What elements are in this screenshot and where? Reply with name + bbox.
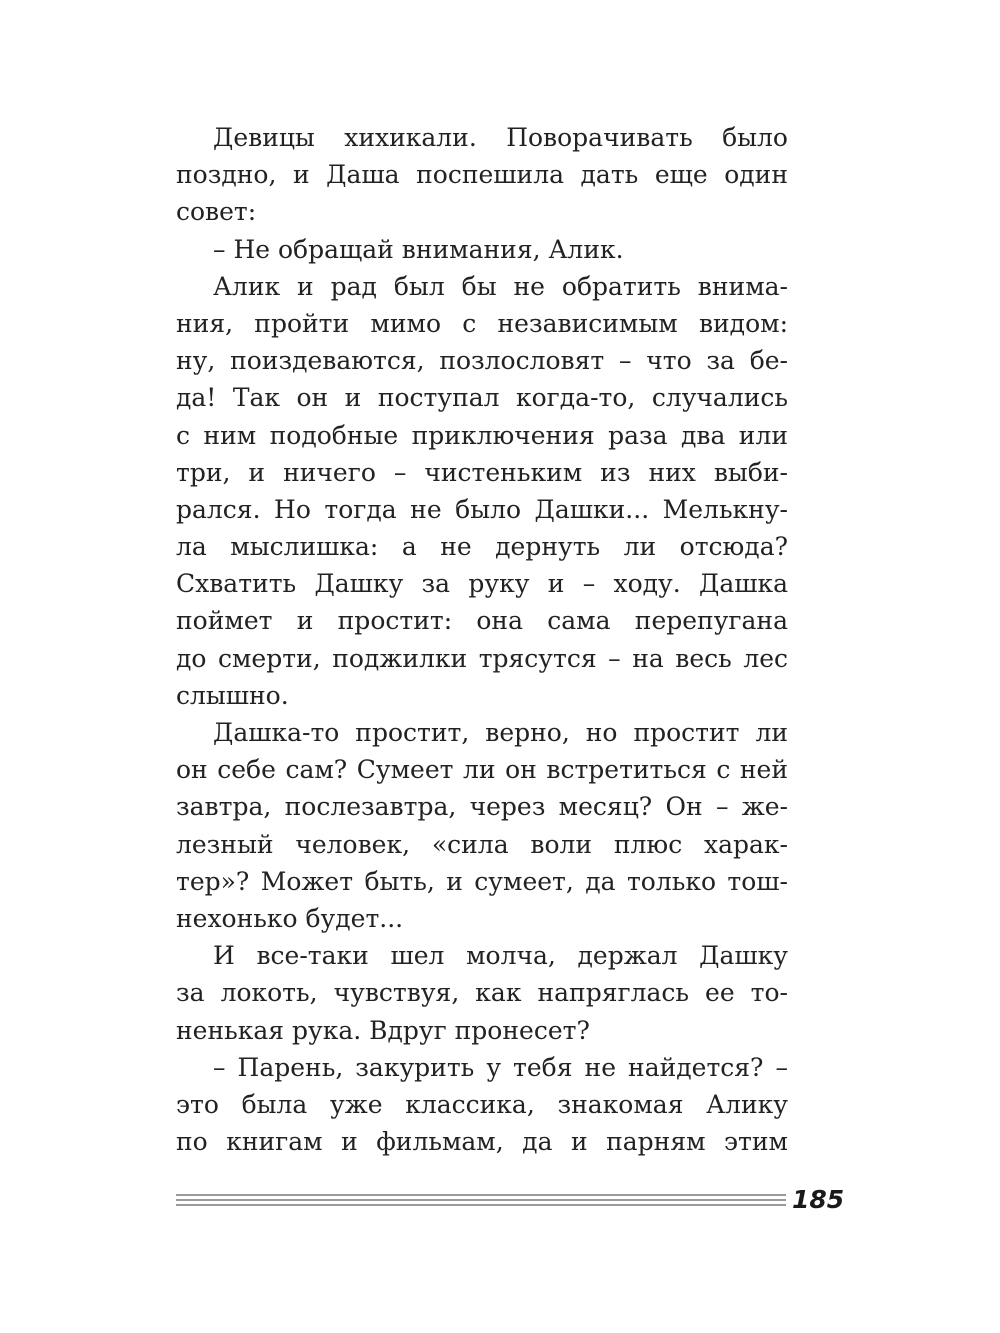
text-line: поймет и простит: она сама перепугана (176, 606, 788, 636)
text-line: завтра, послезавтра, через месяц? Он – же- (176, 792, 788, 822)
footer-rule (176, 1194, 786, 1196)
footer-rule (176, 1204, 786, 1206)
text-line: слышно. (176, 680, 289, 710)
text-line: тер»? Может быть, и сумеет, да только тош- (176, 866, 788, 896)
text-line: до смерти, поджилки трясутся – на весь лес (176, 643, 788, 673)
text-line: рался. Но тогда не было Дашки... Мелькну- (176, 494, 788, 524)
text-line: за локоть, чувствуя, как напряглась ее то- (176, 978, 788, 1008)
text-line: да! Так он и поступал когда-то, случались (176, 383, 788, 413)
text-line: ну, поиздеваются, позлословят – что за бе- (176, 346, 788, 376)
text-line: – Парень, закурить у тебя не найдется? – (213, 1052, 788, 1082)
text-line: ния, пройти мимо с независимым видом: (176, 308, 788, 338)
text-line: по книгам и фильмам, да и парням этим (176, 1127, 788, 1157)
text-line: это была уже классика, знакомая Алику (176, 1089, 788, 1119)
footer-rule (176, 1199, 786, 1201)
text-line: – Не обращай внимания, Алик. (213, 234, 624, 264)
text-line: он себе сам? Сумеет ли он встретиться с ней (176, 755, 788, 785)
text-line: с ним подобные приключения раза два или (176, 420, 788, 450)
page-number: 185 (792, 1185, 845, 1214)
text-line: три, и ничего – чистеньким из них выби- (176, 457, 788, 487)
text-line: ла мыслишка: а не дернуть ли отсюда? (176, 532, 788, 562)
body-text (176, 119, 788, 1160)
text-line: Схватить Дашку за руку и – ходу. Дашка (176, 569, 788, 599)
text-line: лезный человек, «сила воли плюс харак- (176, 829, 788, 859)
text-line: Девицы хихикали. Поворачивать было (213, 123, 788, 152)
text-line: И все-таки шел молча, держал Дашку (213, 941, 788, 971)
text-line: совет: (176, 197, 257, 227)
text-line: нехонько будет... (176, 903, 404, 933)
text-line: Алик и рад был бы не обратить внима- (213, 271, 788, 301)
text-line: поздно, и Даша поспешила дать еще один (176, 160, 788, 190)
text-line: ненькая рука. Вдруг пронесет? (176, 1015, 590, 1045)
text-line: Дашка-то простит, верно, но простит ли (213, 718, 788, 747)
